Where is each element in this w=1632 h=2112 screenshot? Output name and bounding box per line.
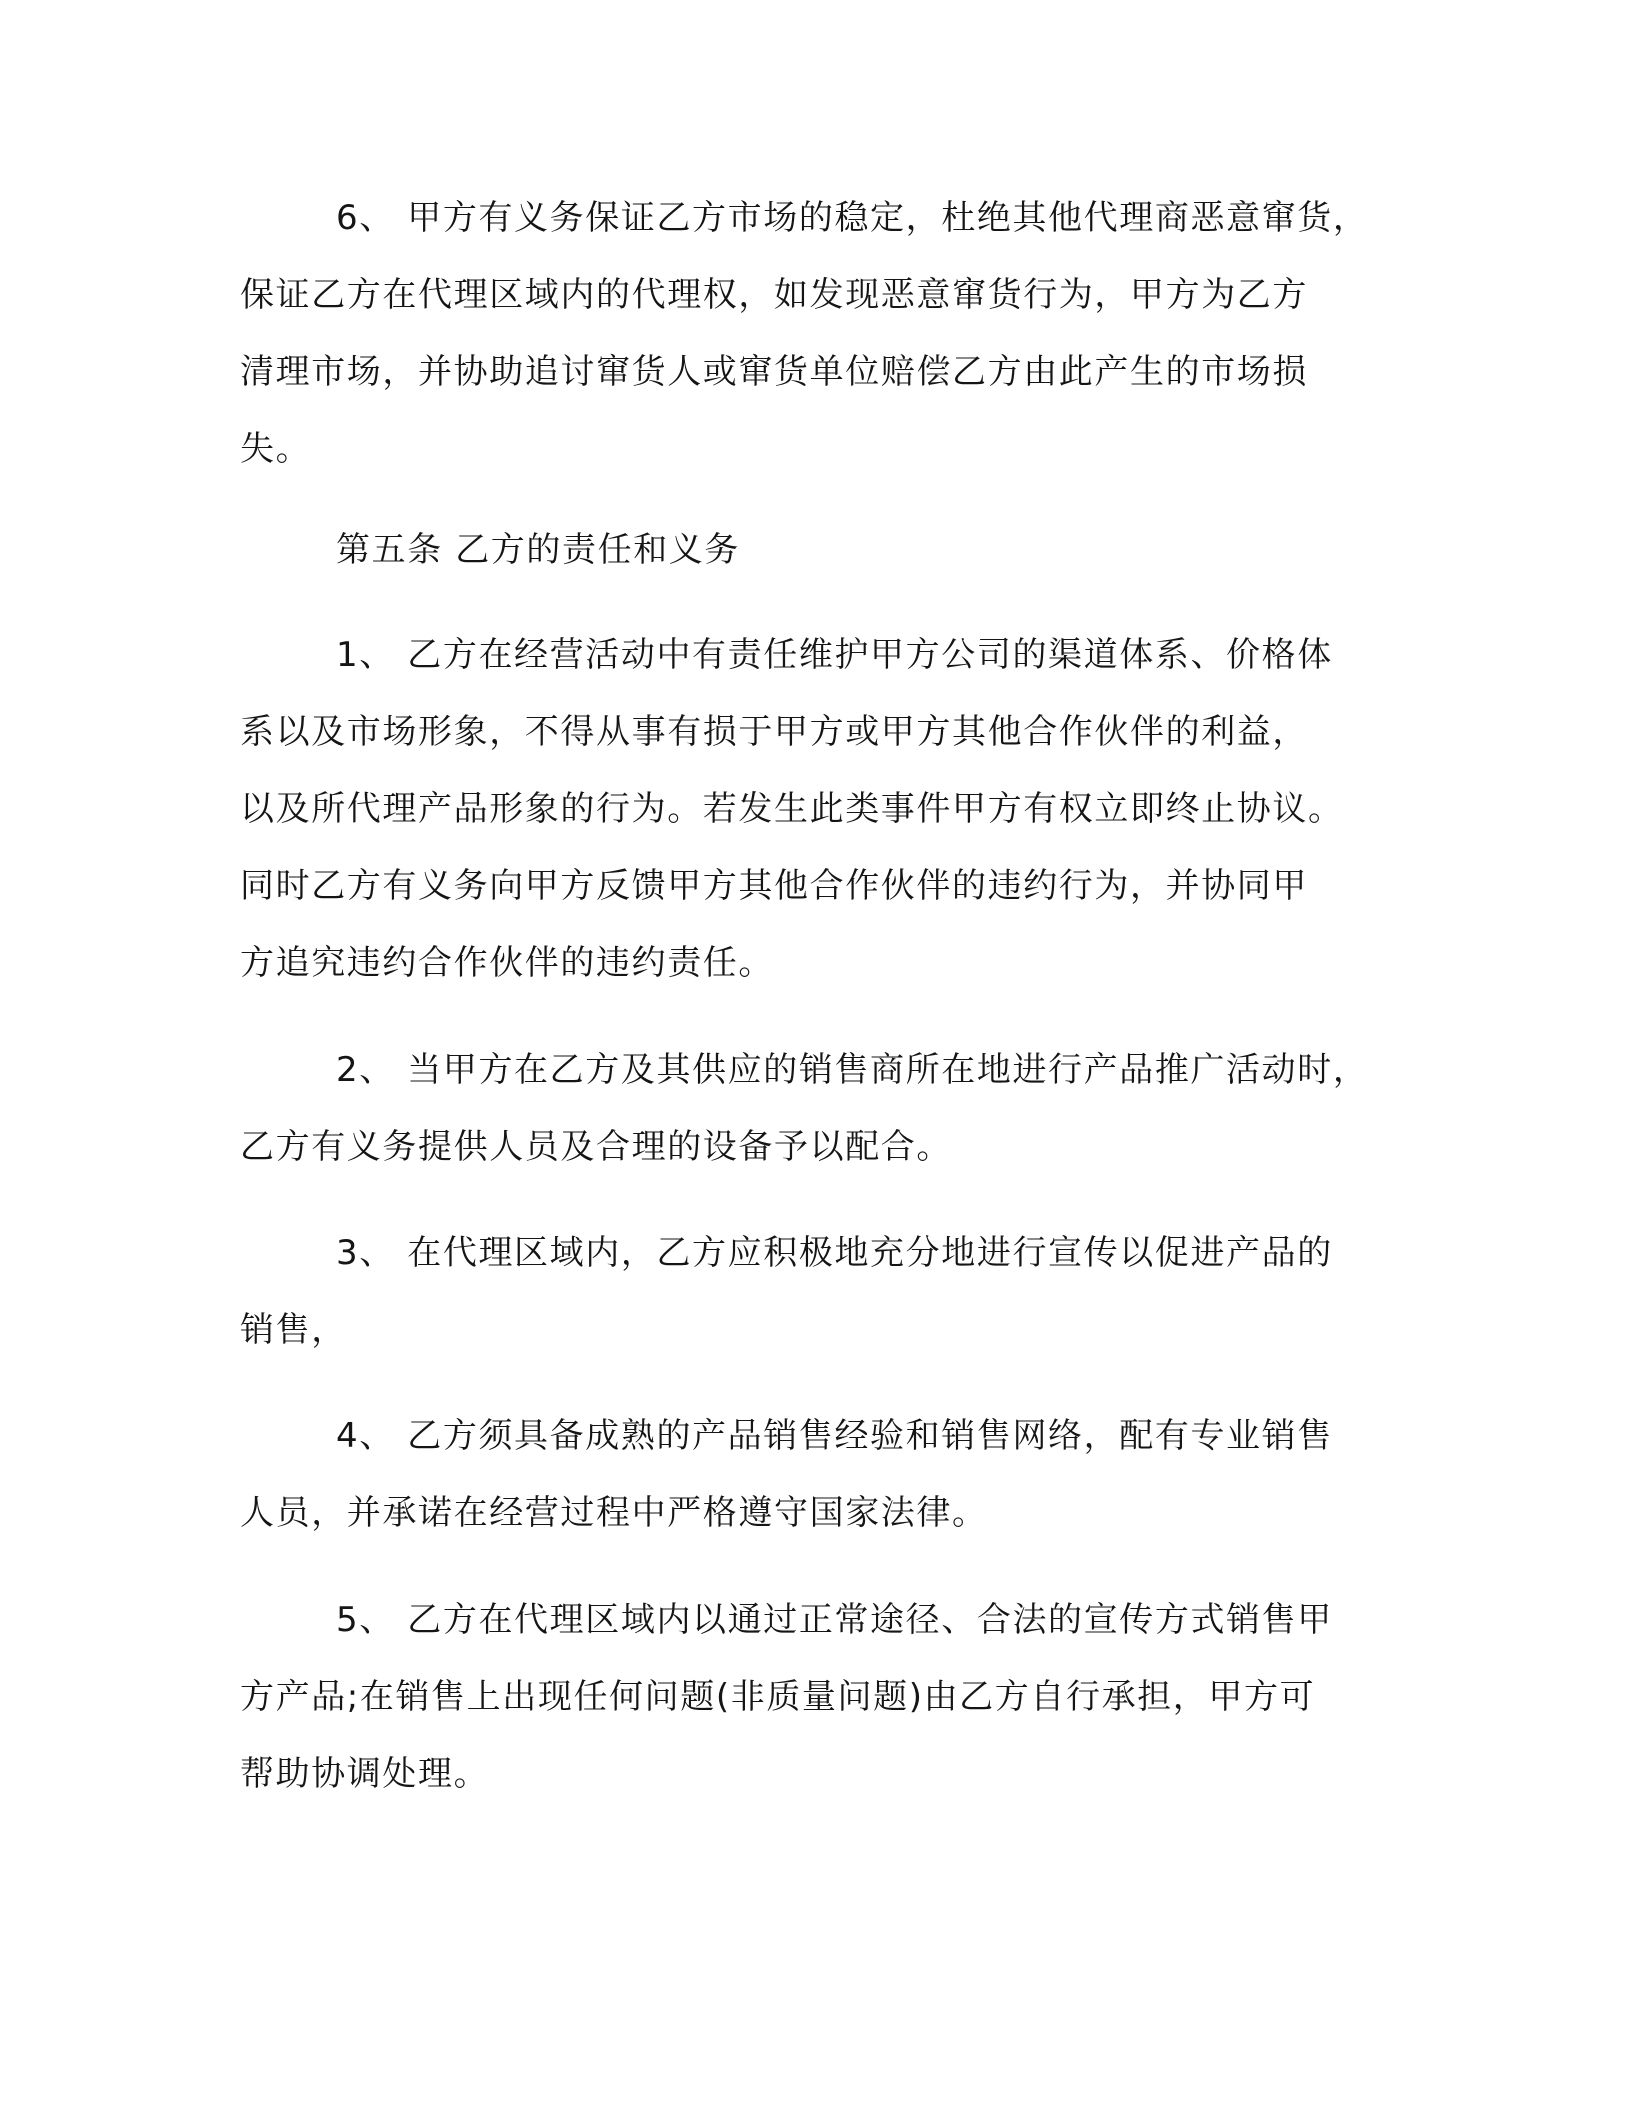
clause-4-line-1: 4、 乙方须具备成熟的产品销售经验和销售网络，配有专业销售 [336,1416,1333,1456]
clause-6-line-2: 保证乙方在代理区域内的代理权，如发现恶意窜货行为，甲方为乙方 [240,275,1308,315]
clause-2-line-1: 2、 当甲方在乙方及其供应的销售商所在地进行产品推广活动时， [336,1050,1369,1090]
clause-1-line-4: 同时乙方有义务向甲方反馈甲方其他合作伙伴的违约行为，并协同甲 [240,866,1308,906]
clause-3-line-2: 销售， [240,1310,347,1350]
clause-5-line-1: 5、 乙方在代理区域内以通过正常途径、合法的宣传方式销售甲 [336,1600,1333,1640]
clause-5-line-3: 帮助协调处理。 [240,1754,490,1794]
clause-5-line-2: 方产品;在销售上出现任何问题(非质量问题)由乙方自行承担，甲方可 [240,1677,1316,1717]
clause-4-line-2: 人员，并承诺在经营过程中严格遵守国家法律。 [240,1493,988,1533]
clause-1-line-5: 方追究违约合作伙伴的违约责任。 [240,943,774,983]
clause-6-line-4: 失。 [240,429,312,469]
clause-3-line-1: 3、 在代理区域内，乙方应积极地充分地进行宣传以促进产品的 [336,1233,1333,1273]
clause-2-line-2: 乙方有义务提供人员及合理的设备予以配合。 [240,1127,952,1167]
clause-6-line-1: 6、 甲方有义务保证乙方市场的稳定，杜绝其他代理商恶意窜货， [336,198,1369,238]
clause-1-line-2: 系以及市场形象，不得从事有损于甲方或甲方其他合作伙伴的利益， [240,712,1308,752]
article-5-heading: 第五条 乙方的责任和义务 [336,530,741,570]
clause-6-line-3: 清理市场，并协助追讨窜货人或窜货单位赔偿乙方由此产生的市场损 [240,352,1308,392]
clause-1-line-1: 1、 乙方在经营活动中有责任维护甲方公司的渠道体系、价格体 [336,635,1333,675]
clause-1-line-3: 以及所代理产品形象的行为。若发生此类事件甲方有权立即终止协议。 [240,789,1344,829]
